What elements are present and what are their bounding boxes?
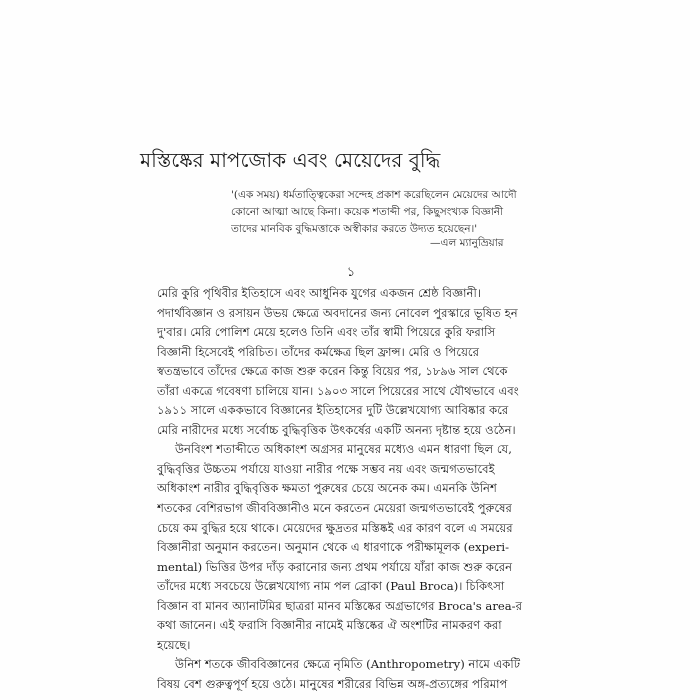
body-line: বিজ্ঞান বা মানব অ্যানাটমির ছাত্ররা মানব মস্তিষ্কের অগ্রভাগের Broca's area-র — [157, 598, 522, 613]
epigraph-line: তাদের মানবিক বুদ্ধিমত্তাকে অস্বীকার করতে উদ্যত হয়েছেন।' — [231, 223, 478, 235]
section-number: ১ — [346, 265, 356, 280]
body-line: অধিকাংশ নারীর বুদ্ধিবৃত্তিক ক্ষমতা পুরুষের চেয়ে অনেক কম। এমনকি উনিশ — [157, 481, 497, 496]
body-line: বিজ্ঞানীরা অনুমান করতেন। অনুমান থেকে এ ধারণাকে পরীক্ষামূলক (experi- — [157, 540, 510, 555]
body-line: তাঁরা একত্রে গবেষণা চালিয়ে যান। ১৯০৩ সালে পিয়েরের সাথে যৌথভাবে এবং — [157, 383, 519, 398]
body-line: মেরি কুরি পৃথিবীর ইতিহাসে এবং আধুনিক যুগের একজন শ্রেষ্ঠ বিজ্ঞানী। — [157, 286, 481, 300]
body-line: mental) ভিত্তির উপর দাঁড় করানোর জন্য প্রথম পর্যায়ে যাঁরা কাজ শুরু করেন — [157, 559, 513, 574]
body-line: চেয়ে কম বুদ্ধির হয়ে থাকে। মেয়েদের ক্ষুদ্রতর মস্তিষ্কই এর কারণ বলে এ সময়ের — [157, 520, 513, 535]
body-line: পদার্থবিজ্ঞান ও রসায়ন উভয় ক্ষেত্রে অবদানের জন্য নোবেল পুরস্কারে ভূষিত হন — [157, 305, 518, 320]
body-line: দু'বার। মেরি পোলিশ মেয়ে হলেও তিনি এবং তাঁর স্বামী পিয়েরে কুরি ফরাসি — [157, 325, 496, 340]
epigraph-line: কোনো আত্মা আছে কিনা। কয়েক শতাব্দী পর, কিছুসংখ্যক বিজ্ঞানী — [231, 206, 504, 218]
body-line: উনবিংশ শতাব্দীতে অধিকাংশ অগ্রসর মানুষের মধ্যেও এমন ধারণা ছিল যে, — [175, 442, 512, 457]
epigraph-quote — [231, 187, 523, 238]
body-line: বিষয় বেশ গুরুত্বপূর্ণ হয়ে ওঠে। মানুষের শরীরের বিভিন্ন অঙ্গ-প্রত্যঙ্গের পরিমাপ — [157, 676, 508, 691]
body-text — [157, 284, 547, 694]
body-line: কথা জানেন। এই ফরাসি বিজ্ঞানীর নামেই মস্তিষ্কের ঐ অংশটির নামকরণ করা — [157, 618, 502, 633]
body-line: মেরি নারীদের মধ্যে সর্বোচ্চ বুদ্ধিবৃত্তিক উৎকর্ষের একটি অনন্য দৃষ্টান্ত হয়ে ওঠেন। — [157, 422, 516, 437]
body-line: ১৯১১ সালে এককভাবে বিজ্ঞানের ইতিহাসের দুটি উল্লেখযোগ্য আবিষ্কার করে — [157, 403, 509, 418]
epigraph-line: '(এক সময়) ধর্মতাত্ত্বিকেরা সন্দেহ প্রকাশ করেছিলেন মেয়েদের আদৌ — [231, 189, 517, 201]
body-line: শতকের বেশিরভাগ জীববিজ্ঞানীও মনে করতেন মেয়েরা জন্মগতভাবেই পুরুষের — [157, 501, 512, 516]
epigraph-attribution: —এল ম্যানুভ্রিয়ার — [430, 237, 504, 249]
chapter-title: মস্তিষ্কের মাপজোক এবং মেয়েদের বুদ্ধি — [140, 148, 441, 172]
body-line: বুদ্ধিবৃত্তির উচ্চতম পর্যায়ে যাওয়া নারীর পক্ষে সম্ভব নয় এবং জন্মগতভাবেই — [157, 461, 495, 476]
body-line: বিজ্ঞানী হিসেবেই পরিচিত। তাঁদের কর্মক্ষেত্র ছিল ফ্রান্স। মেরি ও পিয়েরে — [157, 344, 479, 359]
body-line: তাঁদের মধ্যে সবচেয়ে উল্লেখযোগ্য নাম পল ব্রোকা (Paul Broca)। চিকিৎসা — [157, 579, 505, 594]
body-line: স্বতন্ত্রভাবে তাঁদের ক্ষেত্রে কাজ শুরু করেন কিন্তু বিয়ের পর, ১৮৯৬ সাল থেকে — [157, 364, 508, 379]
body-line: উনিশ শতকে জীববিজ্ঞানের ক্ষেত্রে নৃমিতি (Anthropometry) নামে একটি — [175, 657, 521, 672]
body-line: হয়েছে। — [157, 637, 191, 652]
